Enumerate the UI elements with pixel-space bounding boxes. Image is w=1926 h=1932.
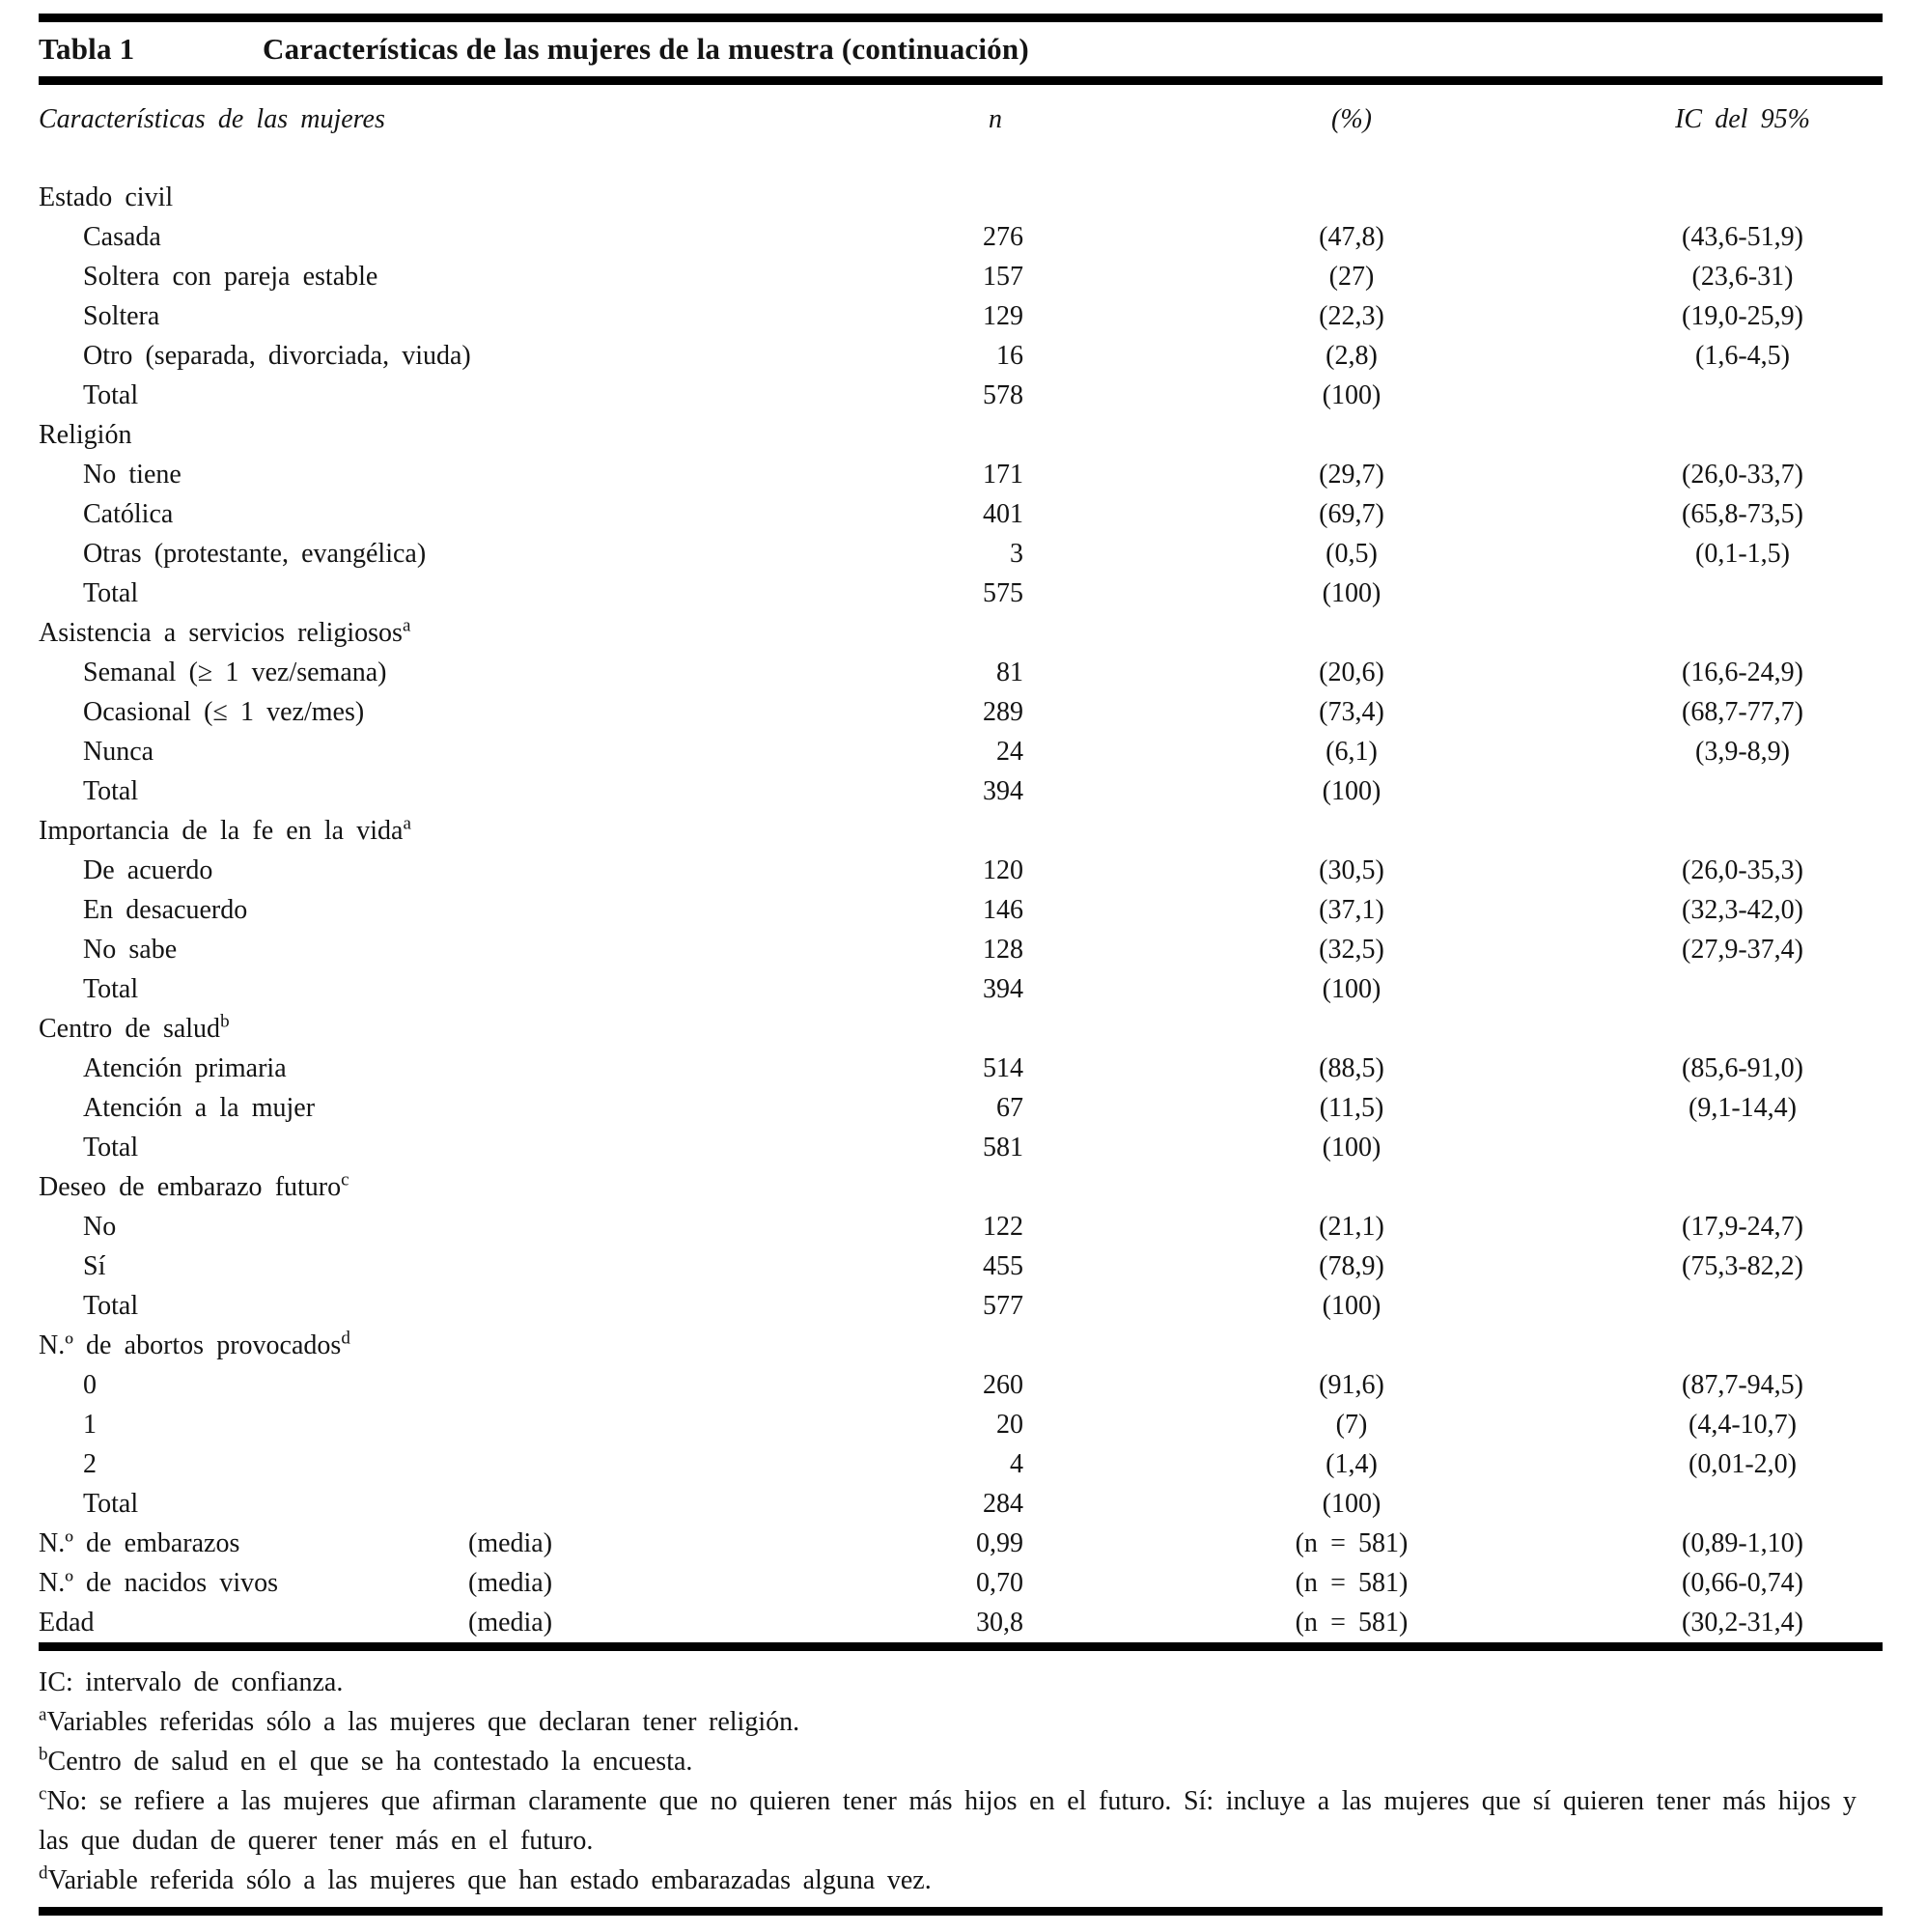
row-n-value: 146: [983, 894, 1023, 925]
row-percent-value: (0,5): [1326, 538, 1378, 569]
row-percent-value: (91,6): [1319, 1369, 1384, 1400]
row-label-text: Otras (protestante, evangélica): [83, 538, 427, 569]
table-row: [39, 1286, 1883, 1326]
row-n-value: 581: [983, 1132, 1023, 1162]
table-row: [39, 771, 1883, 811]
row-label-text: Deseo de embarazo futuro: [39, 1171, 342, 1202]
table-row: [39, 336, 1883, 376]
row-label-text: Estado civil: [39, 182, 174, 212]
table-row: [39, 613, 1883, 653]
row-label: [39, 1133, 869, 1163]
row-section-label: [39, 1169, 869, 1203]
table-row: [39, 1246, 1883, 1286]
row-ci-value: (4,4-10,7): [1689, 1409, 1797, 1440]
row-label-text: Total: [83, 973, 139, 1004]
table-row: [39, 692, 1883, 732]
row-label-text: Casada: [83, 221, 161, 252]
row-n-value: 0,70: [976, 1567, 1023, 1598]
row-label: [39, 578, 869, 609]
row-label: [39, 855, 869, 886]
row-percent-value: (100): [1322, 1132, 1382, 1162]
column-header-ci: IC del 95%: [1675, 104, 1810, 134]
row-label-text: No tiene: [83, 459, 181, 490]
table-row: [39, 376, 1883, 415]
row-label: [39, 380, 869, 411]
table-row: [39, 653, 1883, 692]
table-row: [39, 1603, 1883, 1642]
row-label-text: En desacuerdo: [83, 894, 248, 925]
row-n-value: 276: [983, 221, 1023, 252]
row-section-label: [39, 813, 869, 847]
row-n-value: 284: [983, 1488, 1023, 1519]
row-label: [39, 222, 869, 253]
row-n-value: 578: [983, 379, 1023, 410]
row-label-text: Ocasional (≤ 1 vez/mes): [83, 696, 365, 727]
row-ci-value: (30,2-31,4): [1682, 1607, 1803, 1638]
table-row: [39, 890, 1883, 930]
row-percent-value: (7): [1335, 1409, 1368, 1440]
row-ci-value: (27,9-37,4): [1682, 934, 1803, 965]
row-label-text: N.º de abortos provocados: [39, 1330, 342, 1360]
row-percent-value: (11,5): [1319, 1092, 1384, 1123]
table-row: [39, 1326, 1883, 1365]
row-percent-value: (47,8): [1319, 221, 1384, 252]
row-n-value: 0,99: [976, 1527, 1023, 1558]
row-label: [39, 1608, 869, 1638]
row-label: [39, 301, 869, 332]
column-header-row: [39, 85, 1883, 154]
row-percent-value: (n = 581): [1295, 1607, 1409, 1638]
row-label: [39, 935, 869, 966]
table-row: [39, 1405, 1883, 1444]
row-percent-value: (100): [1322, 775, 1382, 806]
row-n-value: 24: [996, 736, 1023, 767]
row-n-value: 81: [996, 657, 1023, 687]
row-percent-value: (88,5): [1319, 1052, 1384, 1083]
row-label: [39, 1528, 869, 1559]
row-label: [39, 499, 869, 530]
top-rule: [39, 14, 1883, 22]
row-n-value: 575: [983, 577, 1023, 608]
row-label-text: Atención a la mujer: [83, 1092, 316, 1123]
row-ci-value: (43,6-51,9): [1682, 221, 1803, 252]
table-row: [39, 1444, 1883, 1484]
row-label-text: Sí: [83, 1250, 106, 1281]
row-ci-value: (19,0-25,9): [1682, 300, 1803, 331]
table-row: [39, 732, 1883, 771]
row-label-text: Soltera con pareja estable: [83, 261, 378, 292]
column-header-percent: (%): [1331, 104, 1372, 134]
row-n-value: 3: [1010, 538, 1023, 569]
table-row: [39, 455, 1883, 494]
row-percent-value: (27): [1328, 261, 1375, 292]
row-percent-value: (69,7): [1319, 498, 1384, 529]
footnote: $^b$Centro de salud en el que se ha contestado la encuesta.: [39, 1744, 693, 1777]
row-ci-value: (75,3-82,2): [1682, 1250, 1803, 1281]
row-percent-value: (22,3): [1319, 300, 1384, 331]
row-label: [39, 539, 869, 570]
row-label-text: De acuerdo: [83, 854, 213, 885]
footnote-marker: a: [402, 615, 411, 636]
row-sublabel: (media): [468, 1567, 553, 1598]
row-sublabel: (media): [468, 1607, 553, 1638]
row-label: [39, 460, 869, 490]
row-label: [39, 262, 869, 293]
row-label: [39, 1449, 869, 1480]
row-ci-value: (17,9-24,7): [1682, 1211, 1803, 1242]
header-rule: [39, 76, 1883, 85]
row-label: [39, 1370, 869, 1401]
row-section-label: [39, 1011, 869, 1045]
table-caption: [39, 22, 1883, 76]
row-ci-value: (87,7-94,5): [1682, 1369, 1803, 1400]
row-label: [39, 737, 869, 768]
row-label-text: Centro de salud: [39, 1013, 221, 1044]
footnotes: [39, 1663, 1881, 1900]
bottom-rule: [39, 1907, 1883, 1916]
row-label-text: Atención primaria: [83, 1052, 287, 1083]
row-percent-value: (78,9): [1319, 1250, 1384, 1281]
row-label-text: N.º de nacidos vivos: [39, 1567, 279, 1598]
row-n-value: 4: [1010, 1448, 1023, 1479]
row-label: [39, 341, 869, 372]
table-row: [39, 811, 1883, 851]
row-ci-value: (16,6-24,9): [1682, 657, 1803, 687]
row-ci-value: (32,3-42,0): [1682, 894, 1803, 925]
table-title: Características de las mujeres de la muestra (continuación): [263, 32, 1029, 66]
row-n-value: 122: [983, 1211, 1023, 1242]
row-n-value: 455: [983, 1250, 1023, 1281]
row-label: [39, 974, 869, 1005]
row-label-text: 2: [83, 1448, 97, 1479]
row-percent-value: (73,4): [1319, 696, 1384, 727]
row-n-value: 20: [996, 1409, 1023, 1440]
footnote-marker: c: [341, 1169, 349, 1190]
row-n-value: 394: [983, 973, 1023, 1004]
table-row: [39, 296, 1883, 336]
row-n-value: 120: [983, 854, 1023, 885]
row-label: [39, 697, 869, 728]
column-header-n: n: [989, 104, 1002, 134]
row-ci-value: (23,6-31): [1691, 261, 1794, 292]
table-body: [39, 178, 1883, 1642]
row-label-text: No: [83, 1211, 117, 1242]
footnote-marker: c: [39, 1783, 47, 1805]
footnote-marker: d: [341, 1328, 350, 1349]
row-n-value: 157: [983, 261, 1023, 292]
row-ci-value: (3,9-8,9): [1695, 736, 1790, 767]
row-ci-value: (0,89-1,10): [1682, 1527, 1803, 1558]
row-ci-value: (1,6-4,5): [1695, 340, 1790, 371]
row-percent-value: (29,7): [1319, 459, 1384, 490]
row-n-value: 128: [983, 934, 1023, 965]
row-label: [39, 658, 869, 688]
row-ci-value: (0,1-1,5): [1695, 538, 1790, 569]
row-label-text: Otro (separada, divorciada, viuda): [83, 340, 471, 371]
row-ci-value: (68,7-77,7): [1682, 696, 1803, 727]
table-row: [39, 1088, 1883, 1128]
footnote-marker: d: [39, 1862, 48, 1884]
table-row: [39, 1563, 1883, 1603]
row-section-label: [39, 615, 869, 649]
table-number: Tabla 1: [39, 32, 135, 66]
row-ci-value: (85,6-91,0): [1682, 1052, 1803, 1083]
row-label-text: Importancia de la fe en la vida: [39, 815, 404, 846]
footnote-marker: a: [403, 813, 411, 834]
row-label-text: Semanal (≥ 1 vez/semana): [83, 657, 387, 687]
row-label: [39, 1251, 869, 1282]
row-percent-value: (100): [1322, 577, 1382, 608]
row-n-value: 394: [983, 775, 1023, 806]
row-label-text: Religión: [39, 419, 132, 450]
row-ci-value: (65,8-73,5): [1682, 498, 1803, 529]
row-percent-value: (32,5): [1319, 934, 1384, 965]
row-label-text: Total: [83, 1290, 139, 1321]
table-row: [39, 415, 1883, 455]
row-label: [39, 1489, 869, 1520]
column-header-characteristics: Características de las mujeres: [39, 104, 385, 134]
table-row: [39, 1009, 1883, 1049]
table-row: [39, 178, 1883, 217]
footer-rule: [39, 1642, 1883, 1651]
row-n-value: 129: [983, 300, 1023, 331]
row-percent-value: (2,8): [1326, 340, 1378, 371]
row-label: [39, 895, 869, 926]
row-label-text: 0: [83, 1369, 97, 1400]
row-label-text: Total: [83, 1132, 139, 1162]
footnote-marker: b: [220, 1011, 230, 1032]
row-label-text: Total: [83, 577, 139, 608]
footnote: $^d$Variable referida sólo a las mujeres que han estado embarazadas alguna vez.: [39, 1862, 932, 1895]
footnote-marker: b: [39, 1744, 48, 1765]
table-row: [39, 574, 1883, 613]
table-row: [39, 494, 1883, 534]
row-section-label: [39, 182, 869, 213]
row-label-text: Asistencia a servicios religiosos: [39, 617, 403, 648]
row-n-value: 514: [983, 1052, 1023, 1083]
row-section-label: [39, 420, 869, 451]
row-label: [39, 1212, 869, 1243]
row-n-value: 16: [996, 340, 1023, 371]
footnote-marker: a: [39, 1704, 47, 1725]
row-section-label: [39, 1330, 869, 1361]
row-percent-value: (6,1): [1326, 736, 1378, 767]
row-label-text: N.º de embarazos: [39, 1527, 240, 1558]
row-ci-value: (0,01-2,0): [1689, 1448, 1797, 1479]
row-n-value: 577: [983, 1290, 1023, 1321]
table-row: [39, 851, 1883, 890]
table-row: [39, 969, 1883, 1009]
row-label: [39, 1410, 869, 1441]
table-row: [39, 1484, 1883, 1524]
row-label-text: Soltera: [83, 300, 160, 331]
footnote: IC: intervalo de confianza.: [39, 1667, 344, 1697]
row-label: [39, 776, 869, 807]
row-n-value: 401: [983, 498, 1023, 529]
row-percent-value: (100): [1322, 1488, 1382, 1519]
footnote: $^c$No: se refiere a las mujeres que afirman claramente que no quieren tener más hijos en el futuro. Sí: incluye a las mujeres que sí quieren tener más hijos y las que dudan de querer tener más en el futuro.: [39, 1783, 1856, 1856]
table-row: [39, 217, 1883, 257]
table-row: [39, 1207, 1883, 1246]
row-percent-value: (37,1): [1319, 894, 1384, 925]
table-row: [39, 1167, 1883, 1207]
row-n-value: 289: [983, 696, 1023, 727]
row-label-text: Total: [83, 1488, 139, 1519]
row-ci-value: (26,0-35,3): [1682, 854, 1803, 885]
table-row: [39, 1365, 1883, 1405]
row-percent-value: (100): [1322, 973, 1382, 1004]
row-percent-value: (100): [1322, 379, 1382, 410]
table-row: [39, 930, 1883, 969]
row-label-text: Total: [83, 775, 139, 806]
row-n-value: 171: [983, 459, 1023, 490]
row-label-text: Edad: [39, 1607, 95, 1638]
table-row: [39, 257, 1883, 296]
footnote: $^a$Variables referidas sólo a las mujeres que declaran tener religión.: [39, 1704, 800, 1737]
row-label: [39, 1568, 869, 1599]
row-n-value: 260: [983, 1369, 1023, 1400]
table-row: [39, 1128, 1883, 1167]
row-percent-value: (100): [1322, 1290, 1382, 1321]
row-label-text: No sabe: [83, 934, 178, 965]
row-label: [39, 1053, 869, 1084]
row-percent-value: (1,4): [1326, 1448, 1378, 1479]
row-label-text: Nunca: [83, 736, 154, 767]
row-percent-value: (20,6): [1319, 657, 1384, 687]
row-percent-value: (30,5): [1319, 854, 1384, 885]
row-label-text: Católica: [83, 498, 174, 529]
row-label-text: Total: [83, 379, 139, 410]
row-label-text: 1: [83, 1409, 97, 1440]
row-label: [39, 1093, 869, 1124]
row-percent-value: (n = 581): [1295, 1527, 1409, 1558]
row-ci-value: (9,1-14,4): [1689, 1092, 1797, 1123]
row-n-value: 67: [996, 1092, 1023, 1123]
row-ci-value: (0,66-0,74): [1682, 1567, 1803, 1598]
table-row: [39, 1524, 1883, 1563]
row-n-value: 30,8: [976, 1607, 1023, 1638]
row-label: [39, 1291, 869, 1322]
row-ci-value: (26,0-33,7): [1682, 459, 1803, 490]
row-percent-value: (21,1): [1319, 1211, 1384, 1242]
row-sublabel: (media): [468, 1527, 553, 1558]
row-percent-value: (n = 581): [1295, 1567, 1409, 1598]
table-row: [39, 534, 1883, 574]
table-row: [39, 1049, 1883, 1088]
